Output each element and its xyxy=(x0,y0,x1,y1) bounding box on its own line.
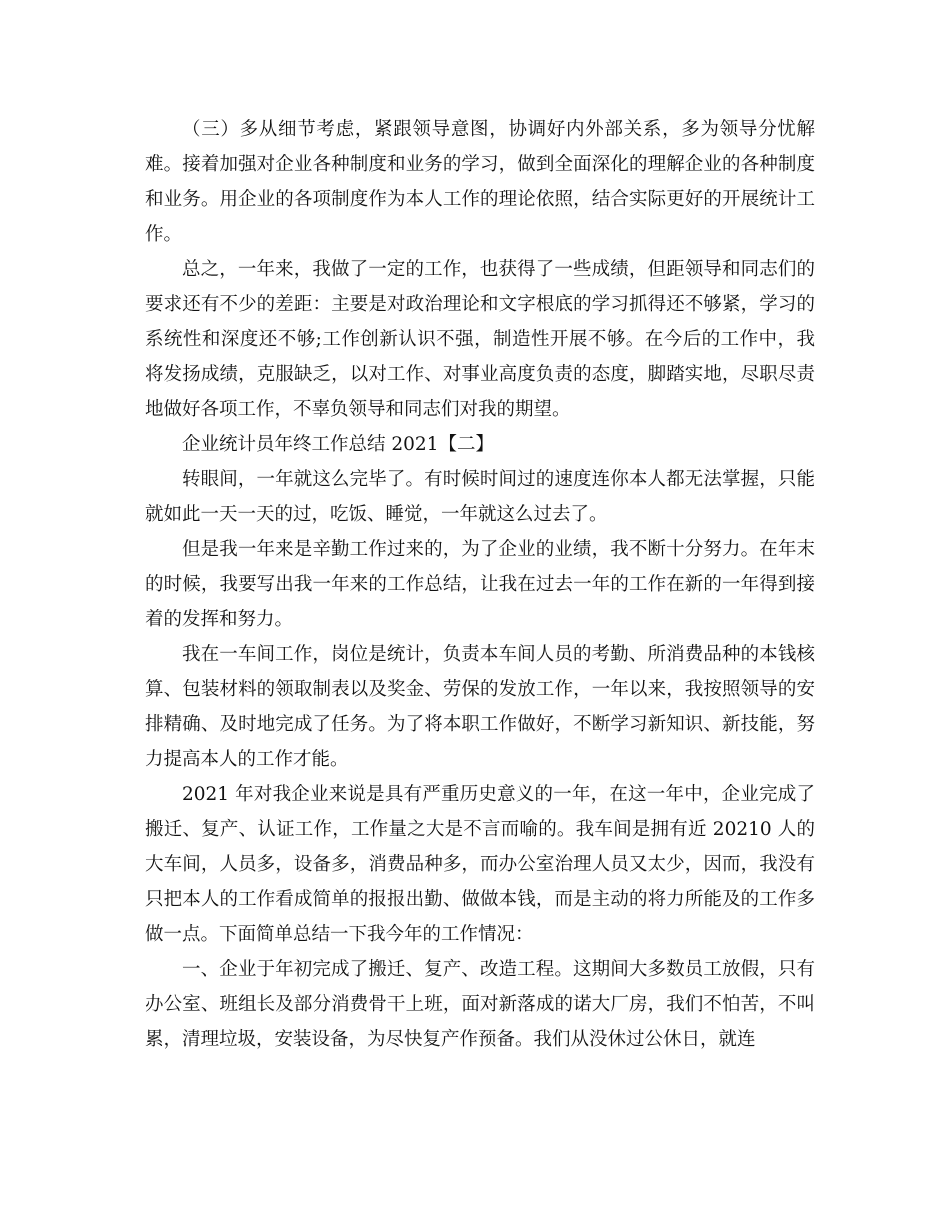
paragraph-4: 但是我一年来是辛勤工作过来的，为了企业的业绩，我不断十分努力。在年末的时候，我要写出我一年来的工作总结，让我在过去一年的工作在新的一年得到接着的发挥和努力。 xyxy=(145,539,815,630)
paragraph-1: （三）多从细节考虑，紧跟领导意图，协调好内外部关系，多为领导分忧解难。接着加强对企业各种制度和业务的学习，做到全面深化的理解企业的各种制度和业务。用企业的各项制度作为本人工作的理论依照，结合实际更好的开展统计工作。 xyxy=(145,119,815,245)
paragraph-6: 2021 年对我企业来说是具有严重历史意义的一年，在这一年中，企业完成了搬迁、复产、认证工作，工作量之大是不言而喻的。我车间是拥有近 20210 人的大车间，人员多，设备多，消费品种多，而办公室治理人员又太少，因而，我没有只把本人的工作看成简单的报报出勤、做做本钱，而是主动的将力所能及的工作多做一点。下面简单总结一下我今年的工作情况： xyxy=(145,784,815,945)
document-body xyxy=(145,112,815,1057)
paragraph-5: 我在一车间工作，岗位是统计，负责本车间人员的考勤、所消费品种的本钱核算、包装材料的领取制表以及奖金、劳保的发放工作，一年以来，我按照领导的安排精确、及时地完成了任务。为了将本职工作做好，不断学习新知识、新技能，努力提高本人的工作才能。 xyxy=(145,644,815,770)
paragraph-3: 转眼间，一年就这么完毕了。有时候时间过的速度连你本人都无法掌握，只能就如此一天一天的过，吃饭、睡觉，一年就这么过去了。 xyxy=(145,469,815,525)
section-heading: 企业统计员年终工作总结 2021【二】 xyxy=(182,434,494,455)
paragraph-7: 一、企业于年初完成了搬迁、复产、改造工程。这期间大多数员工放假，只有办公室、班组长及部分消费骨干上班，面对新落成的诺大厂房，我们不怕苦，不叫累，清理垃圾，安装设备，为尽快复产作预备。我们从没休过公休日，就连 xyxy=(145,959,815,1050)
paragraph-2: 总之，一年来，我做了一定的工作，也获得了一些成绩，但距领导和同志们的要求还有不少的差距：主要是对政治理论和文字根底的学习抓得还不够紧，学习的系统性和深度还不够;工作创新认识不强，制造性开展不够。在今后的工作中，我将发扬成绩，克服缺乏，以对工作、对事业高度负责的态度，脚踏实地，尽职尽责地做好各项工作，不辜负领导和同志们对我的期望。 xyxy=(145,259,815,420)
